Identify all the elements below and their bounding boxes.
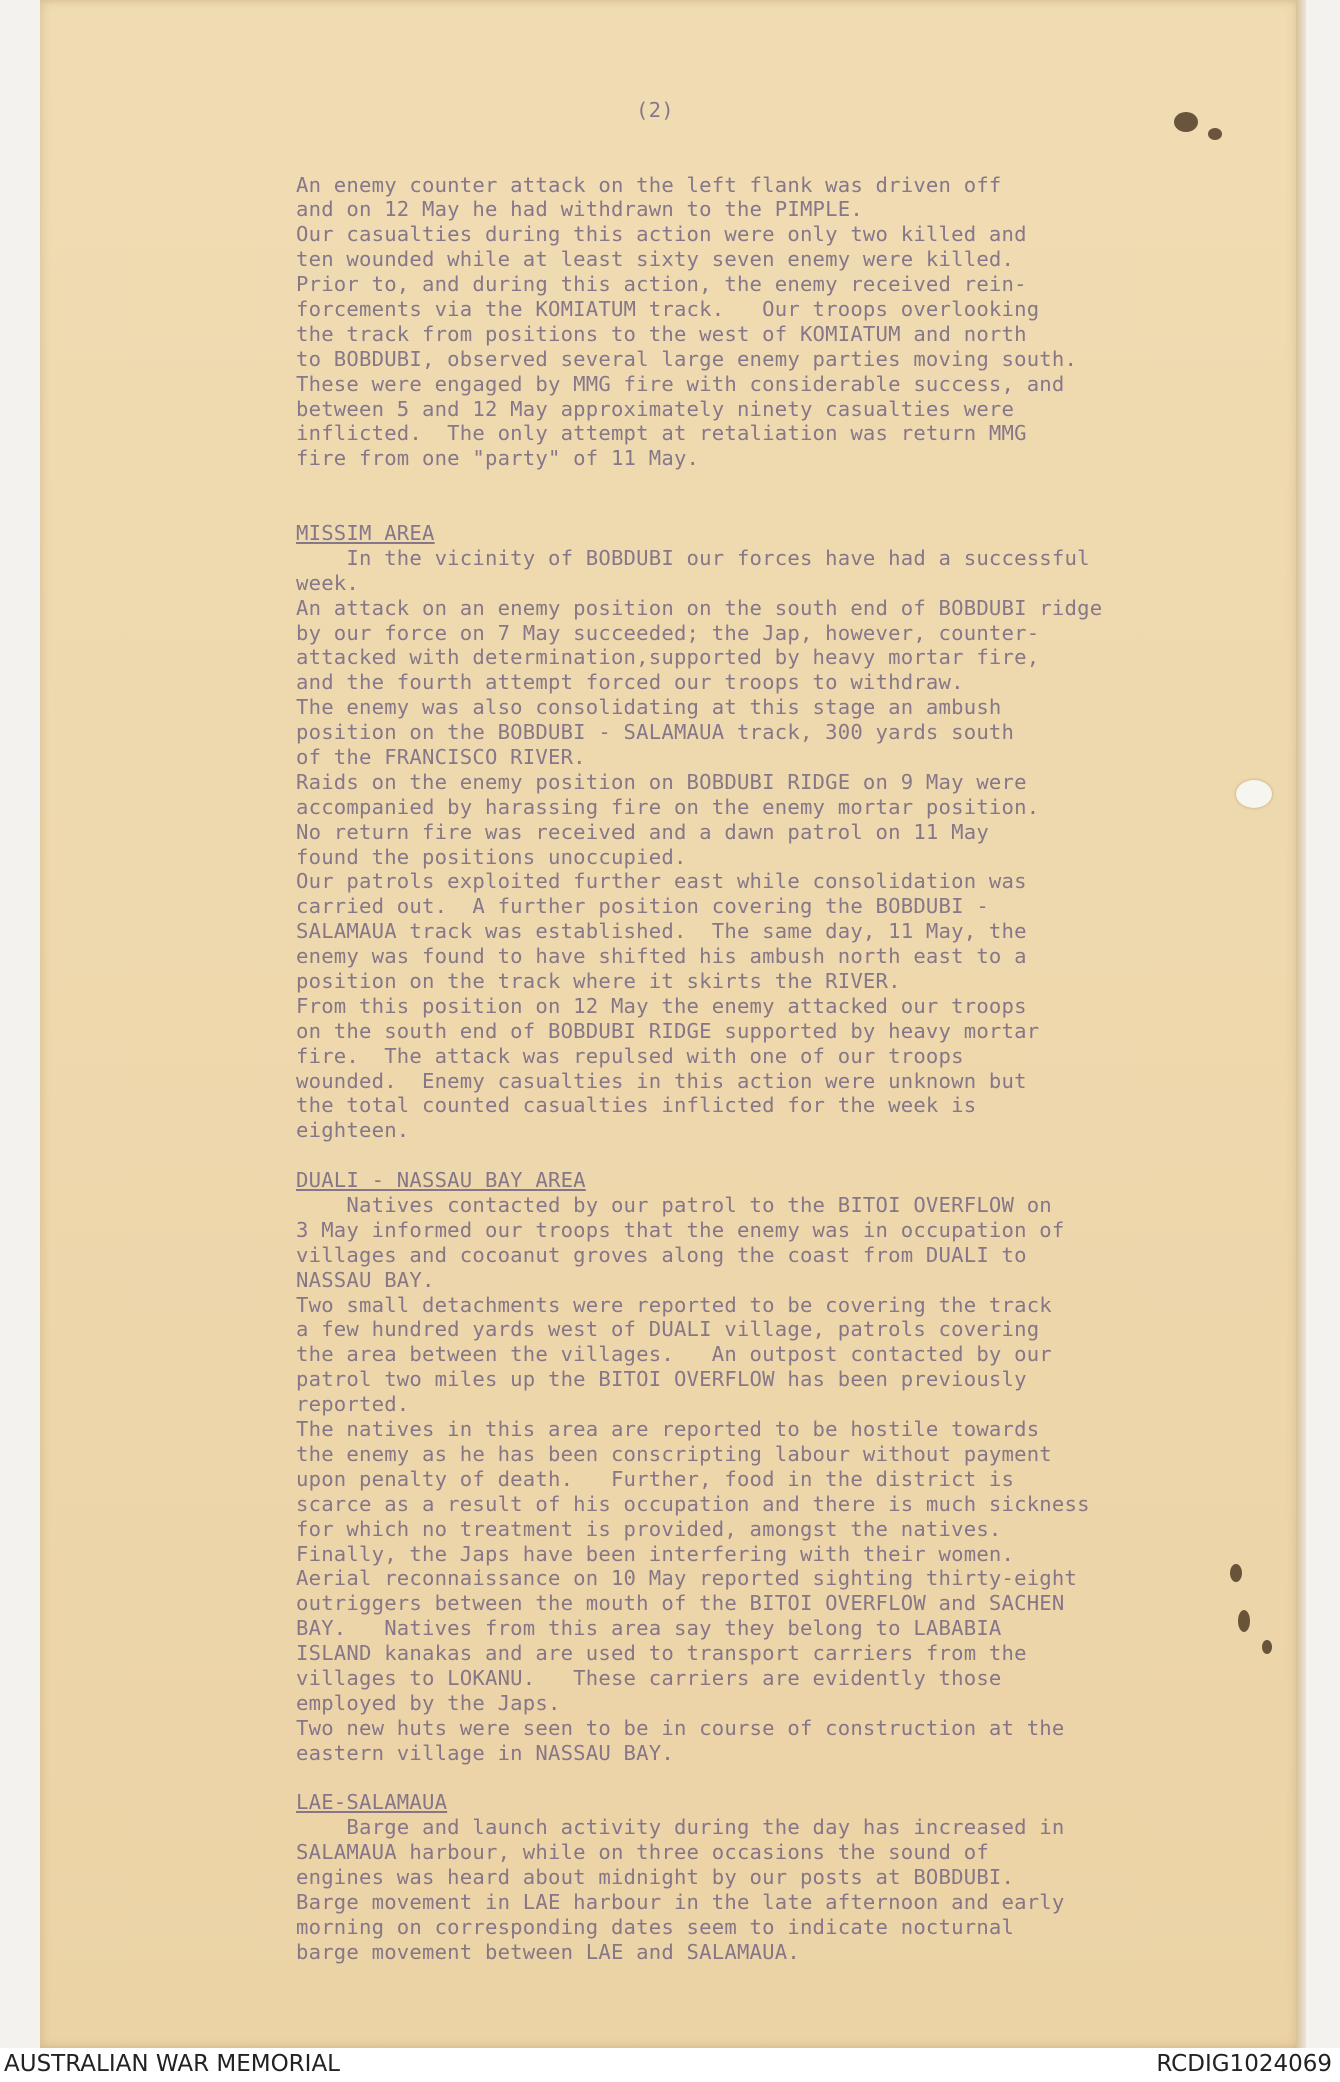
text-line: BAY. Natives from this area say they belong to LABABIA bbox=[296, 1616, 1002, 1641]
text-line: reported. bbox=[296, 1392, 410, 1417]
text-line: An attack on an enemy position on the south end of BOBDUBI ridge bbox=[296, 595, 1103, 620]
text-line: Barge and launch activity during the day has increased in bbox=[296, 1815, 1065, 1840]
text-line: scarce as a result of his occupation and there is much sickness bbox=[296, 1491, 1090, 1516]
text-line: for which no treatment is provided, amongst the natives. bbox=[296, 1516, 1002, 1541]
text-line: attacked with determination,supported by heavy mortar fire, bbox=[296, 645, 1040, 670]
text-line: Aerial reconnaissance on 10 May reported sighting thirty-eight bbox=[296, 1566, 1078, 1591]
text-line: Two new huts were seen to be in course of construction at the bbox=[296, 1715, 1065, 1740]
text-line: Our patrols exploited further east while consolidation was bbox=[296, 869, 1027, 894]
text-line: enemy was found to have shifted his ambush north east to a bbox=[296, 944, 1027, 969]
text-line: No return fire was received and a dawn patrol on 11 May bbox=[296, 819, 989, 844]
text-line: An enemy counter attack on the left flank was driven off bbox=[296, 172, 1002, 197]
text-line: morning on corresponding dates seem to indicate nocturnal bbox=[296, 1914, 1015, 1939]
text-line bbox=[296, 1143, 1296, 1168]
text-line: by our force on 7 May succeeded; the Jap, however, counter- bbox=[296, 620, 1040, 645]
footer-institution: AUSTRALIAN WAR MEMORIAL bbox=[4, 2051, 340, 2077]
text-line: NASSAU BAY. bbox=[296, 1267, 435, 1292]
text-line: From this position on 12 May the enemy attacked our troops bbox=[296, 993, 1027, 1018]
text-line: fire from one "party" of 11 May. bbox=[296, 446, 700, 471]
text-line: the enemy as he has been conscripting labour without payment bbox=[296, 1441, 1052, 1466]
text-line: wounded. Enemy casualties in this action were unknown but bbox=[296, 1068, 1027, 1093]
text-line bbox=[296, 471, 1296, 496]
text-line: upon penalty of death. Further, food in the district is bbox=[296, 1466, 1015, 1491]
text-line: Prior to, and during this action, the enemy received rein- bbox=[296, 272, 1027, 297]
archive-footer bbox=[0, 2048, 1340, 2082]
text-line bbox=[296, 496, 1296, 521]
page-edge bbox=[1296, 0, 1306, 2048]
text-line: carried out. A further position covering the BOBDUBI - bbox=[296, 894, 989, 919]
text-lines bbox=[296, 173, 1296, 1965]
text-line: fire. The attack was repulsed with one of our troops bbox=[296, 1043, 964, 1068]
text-line: and the fourth attempt forced our troops to withdraw. bbox=[296, 670, 964, 695]
text-line: eastern village in NASSAU BAY. bbox=[296, 1740, 674, 1765]
text-line: 3 May informed our troops that the enemy was in occupation of bbox=[296, 1217, 1065, 1242]
text-line: engines was heard about midnight by our posts at BOBDUBI. bbox=[296, 1865, 1015, 1890]
footer-record-id: RCDIG1024069 bbox=[1156, 2051, 1332, 2077]
text-line: Raids on the enemy position on BOBDUBI RIDGE on 9 May were bbox=[296, 769, 1027, 794]
text-line: a few hundred yards west of DUALI village, patrols covering bbox=[296, 1317, 1040, 1342]
text-line: SALAMAUA track was established. The same day, 11 May, the bbox=[296, 919, 1027, 944]
text-line: Two small detachments were reported to be covering the track bbox=[296, 1292, 1052, 1317]
text-line: accompanied by harassing fire on the enemy mortar position. bbox=[296, 794, 1040, 819]
text-line: The natives in this area are reported to be hostile towards bbox=[296, 1417, 1040, 1442]
typed-text bbox=[296, 48, 1296, 1990]
text-line: inflicted. The only attempt at retaliation was return MMG bbox=[296, 421, 1027, 446]
text-line: found the positions unoccupied. bbox=[296, 844, 687, 869]
text-line: on the south end of BOBDUBI RIDGE supported by heavy mortar bbox=[296, 1018, 1040, 1043]
text-line: In the vicinity of BOBDUBI our forces have had a successful bbox=[296, 545, 1090, 570]
text-line: villages and cocoanut groves along the coast from DUALI to bbox=[296, 1242, 1027, 1267]
text-line: ISLAND kanakas and are used to transport carriers from the bbox=[296, 1641, 1027, 1666]
text-line: villages to LOKANU. These carriers are evidently those bbox=[296, 1665, 1002, 1690]
text-line: position on the track where it skirts the RIVER. bbox=[296, 969, 901, 994]
text-line: week. bbox=[296, 570, 359, 595]
text-line: position on the BOBDUBI - SALAMAUA track, 300 yards south bbox=[296, 720, 1015, 745]
text-line: ten wounded while at least sixty seven enemy were killed. bbox=[296, 247, 1015, 272]
text-line: forcements via the KOMIATUM track. Our troops overlooking bbox=[296, 296, 1040, 321]
text-line: to BOBDUBI, observed several large enemy parties moving south. bbox=[296, 346, 1078, 371]
text-line: These were engaged by MMG fire with considerable success, and bbox=[296, 371, 1065, 396]
text-line: eighteen. bbox=[296, 1118, 410, 1143]
text-line: the total counted casualties inflicted for the week is bbox=[296, 1093, 977, 1118]
text-line: The enemy was also consolidating at this stage an ambush bbox=[296, 695, 1002, 720]
section-heading: LAE-SALAMAUA bbox=[296, 1790, 448, 1815]
text-line: Barge movement in LAE harbour in the late afternoon and early bbox=[296, 1889, 1065, 1914]
text-line: of the FRANCISCO RIVER. bbox=[296, 745, 586, 769]
text-line: outriggers between the mouth of the BITOI OVERFLOW and SACHEN bbox=[296, 1591, 1065, 1616]
text-line: between 5 and 12 May approximately ninety casualties were bbox=[296, 396, 1015, 421]
text-line: the area between the villages. An outpost contacted by our bbox=[296, 1342, 1052, 1367]
text-line: Our casualties during this action were only two killed and bbox=[296, 222, 1027, 247]
section-heading: DUALI - NASSAU BAY AREA bbox=[296, 1168, 586, 1193]
text-line: patrol two miles up the BITOI OVERFLOW has been previously bbox=[296, 1367, 1027, 1392]
text-line: Natives contacted by our patrol to the BITOI OVERFLOW on bbox=[296, 1193, 1052, 1218]
page-number: (2) bbox=[636, 97, 674, 122]
text-line: and on 12 May he had withdrawn to the PIMPLE. bbox=[296, 197, 863, 222]
text-line: employed by the Japs. bbox=[296, 1690, 561, 1715]
text-line: Finally, the Japs have been interfering with their women. bbox=[296, 1541, 1015, 1566]
text-line: SALAMAUA harbour, while on three occasions the sound of bbox=[296, 1840, 989, 1865]
text-line bbox=[296, 1766, 1296, 1791]
text-line: barge movement between LAE and SALAMAUA. bbox=[296, 1939, 800, 1964]
section-heading: MISSIM AREA bbox=[296, 520, 435, 545]
text-line: the track from positions to the west of KOMIATUM and north bbox=[296, 321, 1027, 346]
